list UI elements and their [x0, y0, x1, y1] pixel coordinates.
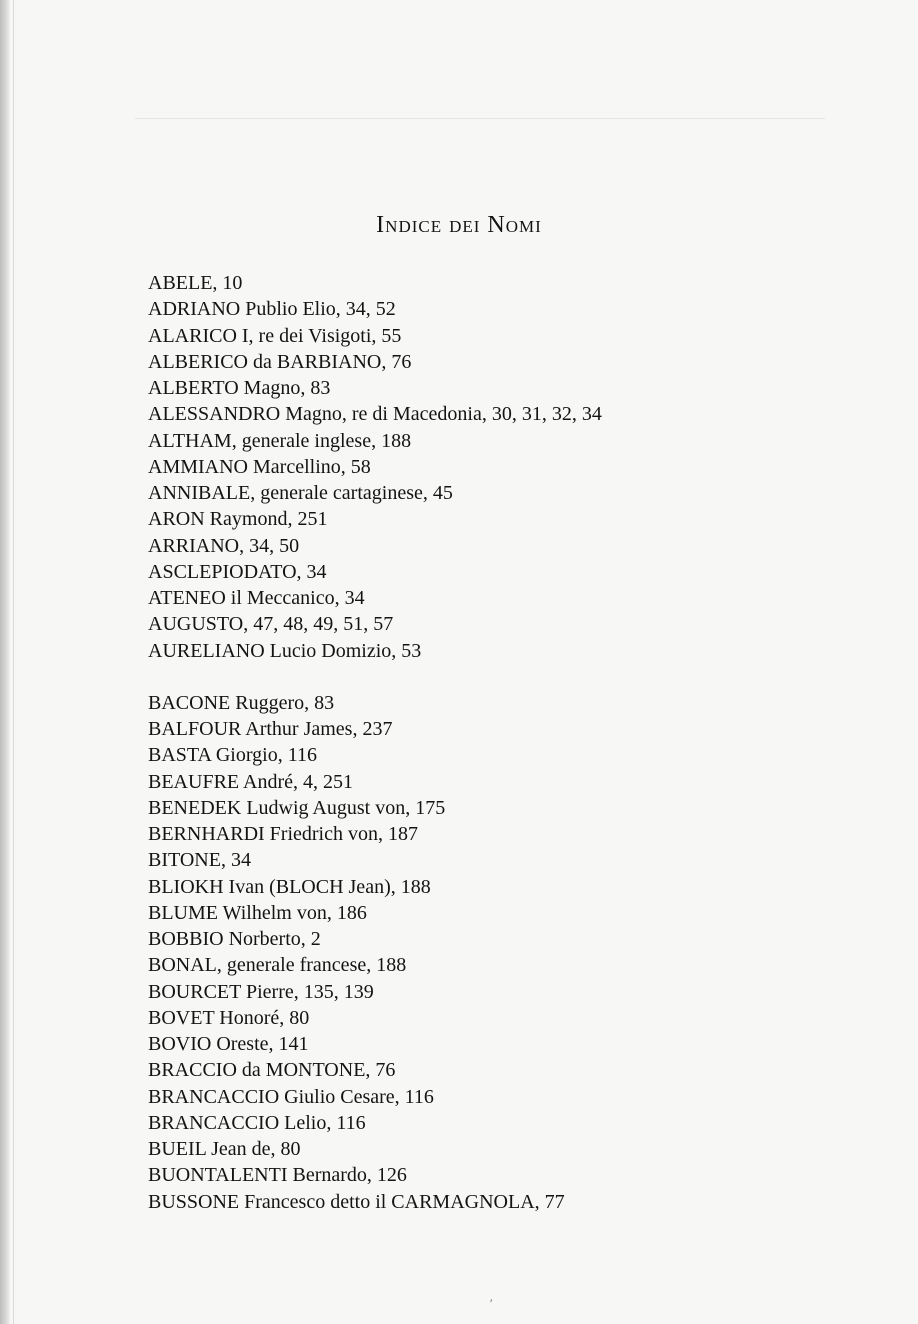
- index-entry: ATENEO il Meccanico, 34: [148, 587, 365, 609]
- index-entry: BRANCACCIO Giulio Cesare, 116: [148, 1085, 434, 1108]
- index-entry: ARRIANO, 34, 50: [148, 534, 300, 557]
- index-entry: BLUME Wilhelm von, 186: [148, 901, 367, 924]
- index-entry: BITONE, 34: [148, 849, 251, 872]
- index-entry: ARON Raymond, 251: [148, 508, 328, 531]
- index-entry: ALTHAM, generale inglese, 188: [148, 429, 412, 452]
- index-entry: ALESSANDRO Magno, re di Macedonia, 30, 31, 32, 34: [148, 403, 602, 426]
- footer-mark: ′: [490, 1296, 493, 1310]
- section-gap: [148, 664, 848, 690]
- section-b: [148, 690, 848, 1215]
- index-entry: ABELE, 10: [148, 272, 243, 294]
- index-entry: BRANCACCIO Lelio, 116: [148, 1111, 366, 1134]
- page-edge-line: [13, 0, 14, 1324]
- index-entry: ALBERICO da BARBIANO, 76: [148, 350, 412, 373]
- index-entry: BOBBIO Norberto, 2: [148, 928, 321, 950]
- index-entry: ALBERTO Magno, 83: [148, 377, 331, 399]
- index-entry: BUEIL Jean de, 80: [148, 1138, 301, 1160]
- index-list: [148, 270, 848, 1215]
- index-entry: ALARICO I, re dei Visigoti, 55: [148, 324, 402, 347]
- index-entry: BERNHARDI Friedrich von, 187: [148, 823, 418, 845]
- index-entry: AUGUSTO, 47, 48, 49, 51, 57: [148, 613, 394, 636]
- index-entry: BOVIO Oreste, 141: [148, 1033, 309, 1055]
- index-entry: BASTA Giorgio, 116: [148, 744, 317, 767]
- index-entry: AURELIANO Lucio Domizio, 53: [148, 639, 422, 662]
- index-entry: BALFOUR Arthur James, 237: [148, 718, 393, 740]
- index-entry: ADRIANO Publio Elio, 34, 52: [148, 298, 396, 321]
- index-entry: BENEDEK Ludwig August von, 175: [148, 796, 446, 819]
- index-entry: BOURCET Pierre, 135, 139: [148, 980, 374, 1003]
- page-title: Indice dei Nomi: [376, 212, 542, 238]
- section-a: [148, 270, 848, 664]
- index-entry: AMMIANO Marcellino, 58: [148, 455, 371, 478]
- page-edge: [0, 0, 10, 1324]
- index-entry: ANNIBALE, generale cartaginese, 45: [148, 482, 453, 504]
- index-entry: BLIOKH Ivan (BLOCH Jean), 188: [148, 875, 431, 898]
- index-entry: ASCLEPIODATO, 34: [148, 560, 327, 583]
- index-entry: BEAUFRE André, 4, 251: [148, 770, 353, 793]
- index-entry: BUSSONE Francesco detto il CARMAGNOLA, 77: [148, 1190, 565, 1213]
- index-entry: BUONTALENTI Bernardo, 126: [148, 1164, 407, 1187]
- index-entry: BRACCIO da MONTONE, 76: [148, 1059, 396, 1082]
- index-entry: BACONE Ruggero, 83: [148, 691, 335, 714]
- index-entry: BOVET Honoré, 80: [148, 1006, 310, 1029]
- bleed-through-header-rule: [135, 118, 825, 119]
- index-entry: BONAL, generale francese, 188: [148, 954, 407, 977]
